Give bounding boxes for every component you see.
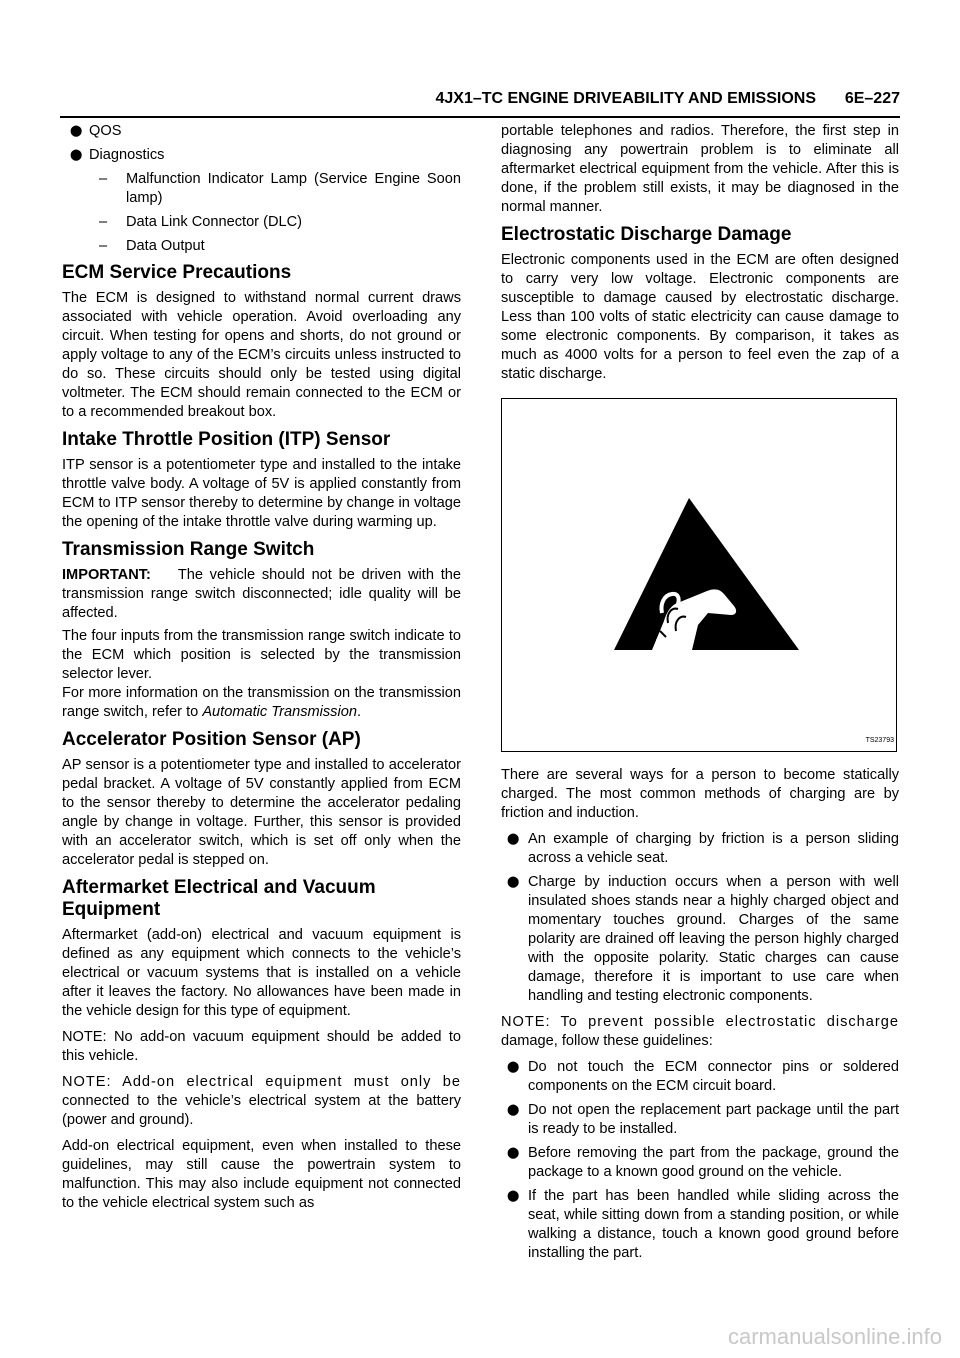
figure-ref: TS23793 <box>865 737 894 744</box>
aftermarket-heading: Aftermarket Electrical and Vacuum Equipment <box>62 877 376 920</box>
bullet-icon: ⬤ <box>507 876 520 888</box>
charge-list <box>501 830 899 1006</box>
feature-list <box>62 122 461 165</box>
bullet-icon: ⬤ <box>507 1061 520 1073</box>
aftermarket-paragraph-2: Add-on electrical equipment, even when installed to these guidelines, may still cause the powertrain system to malfunction. This may also include equipment not connected to the vehicle electrical system such as <box>62 1138 461 1211</box>
continued-paragraph: portable telephones and radios. Therefore, the first step in diagnosing any powertrain problem is to eliminate all aftermarket electrical equipment from the vehicle. After this is done, if the problem still exists, it may be diagnosed in the normal manner. <box>501 123 899 215</box>
itp-heading: Intake Throttle Position (ITP) Sensor <box>62 429 391 450</box>
list-item: ⬤ Charge by induction occurs when a person with well insulated shoes stands near a highly charged object and momentary touches ground. Charges of the same polarity are drained off leaving the person highly charged with the opposite polarity. Static charges can cause damage, therefore it is important to use care when handling and testing electronic components. <box>507 874 899 1004</box>
ap-heading: Accelerator Position Sensor (AP) <box>62 729 361 750</box>
ecm-paragraph: The ECM is designed to withstand normal current draws associated with vehicle operation. Avoid overloading any circuit. When testing for opens and shorts, do not ground or apply voltage to any of the ECM’s circuits unless instructed to do so. These circuits should only be tested using digital voltmeter. The ECM should remain connected to the ECM or to a recommended breakout box. <box>62 290 461 420</box>
ap-paragraph: AP sensor is a potentiometer type and installed to accelerator pedal bracket. A voltage of 5V constantly applied from ECM to the sensor thereby to determine the accelerator pedaling angle by change in voltage. Further, this sensor is provided with an accelerator switch, which is set off only when the accelerator pedal is stepped on. <box>62 757 461 868</box>
vacuum-note: NOTE: No add-on vacuum equipment should be added to this vehicle. <box>62 1029 461 1064</box>
esd-note: NOTE: To prevent possible electrostatic discharge damage, follow these guidelines: <box>501 1014 899 1049</box>
list-item: – Malfunction Indicator Lamp (Service Engine Soon lamp) <box>99 171 461 206</box>
list-item: ⬤ Before removing the part from the package, ground the package to a known good ground on the vehicle. <box>507 1145 899 1180</box>
list-item: ⬤ Do not open the replacement part package until the part is ready to be installed. <box>507 1102 899 1137</box>
electrical-note: NOTE: Add-on electrical equipment must only be connected to the vehicle’s electrical system at the battery (power and ground). <box>62 1074 461 1128</box>
bullet-icon: ⬤ <box>507 833 520 845</box>
list-item: ⬤ An example of charging by friction is a person sliding across a vehicle seat. <box>507 831 899 866</box>
right-column <box>501 122 899 1268</box>
esd-heading: Electrostatic Discharge Damage <box>501 224 792 245</box>
list-item: ⬤ Diagnostics <box>70 147 165 163</box>
important-text: The vehicle should not be driven with the transmission range switch disconnected; idle quality will be affected. <box>62 567 461 621</box>
bullet-icon: ⬤ <box>507 1190 520 1202</box>
trs-reference: For more information on the transmission on the transmission range switch, refer to Automatic Transmission. <box>62 685 461 720</box>
list-item: ⬤ Do not touch the ECM connector pins or soldered components on the ECM circuit board. <box>507 1059 899 1094</box>
trs-paragraph: The four inputs from the transmission range switch indicate to the ECM which position is selected by the transmission selector lever. <box>62 628 461 682</box>
guideline-list <box>501 1058 899 1263</box>
ecm-heading: ECM Service Precautions <box>62 262 292 283</box>
page-header <box>60 90 900 118</box>
list-item: – Data Link Connector (DLC) <box>99 214 303 230</box>
page-number: 6E–227 <box>844 90 900 107</box>
watermark: carmanualsonline.info <box>727 1324 942 1349</box>
dash-icon: – <box>99 238 108 254</box>
header-title: 4JX1–TC ENGINE DRIVEABILITY AND EMISSIONS <box>435 90 816 107</box>
bullet-icon: ⬤ <box>507 1147 520 1159</box>
dash-icon: – <box>99 214 108 230</box>
dash-icon: – <box>99 171 108 187</box>
esd-warning-triangle-icon <box>502 399 896 751</box>
reference-link: Automatic Transmission <box>202 704 357 720</box>
left-column <box>62 122 461 1220</box>
charge-paragraph: There are several ways for a person to become statically charged. The most common methods of charging are by friction and induction. <box>501 767 899 821</box>
important-label: IMPORTANT: <box>62 567 151 583</box>
list-item: ⬤ QOS <box>70 123 122 139</box>
itp-paragraph: ITP sensor is a potentiometer type and installed to the intake throttle valve body. A voltage of 5V is applied constantly from ECM to ITP sensor thereby to determine by change in voltage the opening of the intake throttle valve during warming up. <box>62 457 461 530</box>
list-item: – Data Output <box>99 238 205 254</box>
diagnostics-sublist <box>62 170 461 256</box>
bullet-icon: ⬤ <box>70 149 83 161</box>
esd-paragraph: Electronic components used in the ECM are often designed to carry very low voltage. Electronic components are susceptible to damage caused by electrostatic discharge. Less than 100 volts of static electricity can cause damage to some electronic components. By comparison, it takes as much as 4000 volts for a person to feel even the zap of a static discharge. <box>501 252 899 382</box>
bullet-icon: ⬤ <box>507 1104 520 1116</box>
bullet-icon: ⬤ <box>70 125 83 137</box>
aftermarket-paragraph: Aftermarket (add-on) electrical and vacuum equipment is defined as any equipment which connects to the vehicle’s electrical or vacuum systems that is installed on a vehicle after it leaves the factory. No allowances have been made in the vehicle design for this type of equipment. <box>62 927 461 1019</box>
list-item: ⬤ If the part has been handled while sliding across the seat, while sitting down from a standing position, or while walking a distance, touch a known good ground before installing the part. <box>507 1188 899 1261</box>
esd-warning-figure <box>501 398 897 752</box>
important-note <box>62 566 461 623</box>
trs-heading: Transmission Range Switch <box>62 539 315 560</box>
